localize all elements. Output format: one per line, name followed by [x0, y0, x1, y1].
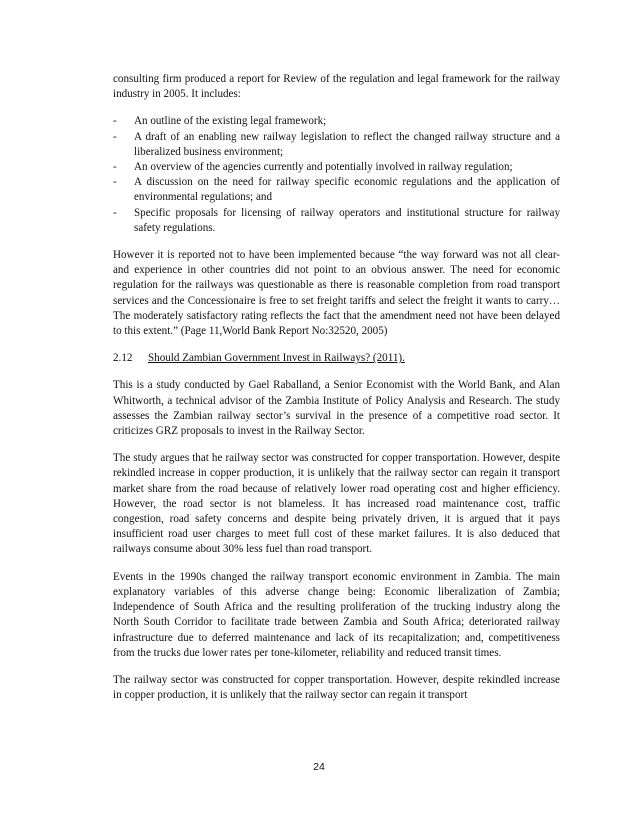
list-item [113, 114, 560, 129]
bullet-dash: - [113, 161, 117, 174]
list-item-text: An outline of the existing legal framework; [134, 115, 327, 128]
section-number: 2.12 [113, 352, 133, 365]
list-item-text: Specific proposals for licensing of railway operators and institutional structure for railway safety regulations. [134, 206, 560, 234]
list-item [113, 175, 560, 205]
page-body [113, 72, 560, 715]
list-item [113, 206, 560, 236]
bullet-dash: - [113, 206, 117, 219]
list-item-text: A draft of an enabling new railway legislation to reflect the changed railway structure and a liberalized business environment; [134, 130, 560, 158]
bullet-dash: - [113, 176, 117, 189]
bullet-dash: - [113, 130, 117, 143]
list-item-text: A discussion on the need for railway specific economic regulations and the application of environmental regulations; and [134, 176, 560, 204]
intro-paragraph: consulting firm produced a report for Review of the regulation and legal framework for the railway industry in 2005. It includes: [113, 73, 560, 101]
section-title: Should Zambian Government Invest in Railways? (2011). [148, 352, 405, 365]
report-contents-list [113, 114, 560, 236]
bullet-dash: - [113, 115, 117, 128]
paragraph-study-authors: This is a study conducted by Gael Raballand, a Senior Economist with the World Bank, and Alan Whitworth, a technical advisor of the Zambia Institute of Policy Analysis and Research. The study assesses the Zambian railway sector’s survival in the presence of a competitive road sector. It criticizes GRZ proposals to invest in the Railway Sector. [113, 379, 560, 438]
section-heading [113, 351, 560, 366]
list-item [113, 160, 560, 175]
list-item [113, 130, 560, 160]
list-item-text: An overview of the agencies currently and potentially involved in railway regulation; [134, 161, 513, 174]
paragraph-implementation: However it is reported not to have been implemented because “the way forward was not all clear-and experience in other countries did not point to an obvious answer. The need for economic regulation for the railways was questionable as there is reasonable completion from road transport services and the Concessionaire is free to set freight tariffs and select the freight it wants to carry…The moderately satisfactory rating reflects the fact that the amendment need not have been delayed to this extent.” (Page 11,World Bank Report No:32520, 2005) [113, 249, 560, 338]
paragraph-study-argument: The study argues that he railway sector was constructed for copper transportation. However, despite rekindled increase in copper production, it is unlikely that the railway sector can regain it transport market share from the road because of relatively lower road operating cost and higher efficiency. However, the road sector is not blameless. It has increased road maintenance cost, traffic congestion, road safety concerns and despite being privately driven, it is argued that it pays insufficient road user charges to meet full cost of these market failures. It is also deduced that railways consume about 30% less fuel than road transport. [113, 452, 560, 556]
paragraph-1990s-events: Events in the 1990s changed the railway transport economic environment in Zambia. The main explanatory variables of this adverse change being: Economic liberalization of Zambia; Independence of South Africa and the resulting proliferation of the trucking industry along the North South Corridor to facilitate trade between Zambia and South Africa; deteriorated railway infrastructure due to deferred maintenance and lack of its recapitalization; and, competitiveness from the trucks due lower rates per tone-kilometer, reliability and reduced transit times. [113, 570, 560, 659]
page-number: 24 [313, 761, 325, 773]
paragraph-copper-transport: The railway sector was constructed for copper transportation. However, despite rekindled increase in copper production, it is unlikely that the railway sector can regain it transport [113, 673, 560, 702]
